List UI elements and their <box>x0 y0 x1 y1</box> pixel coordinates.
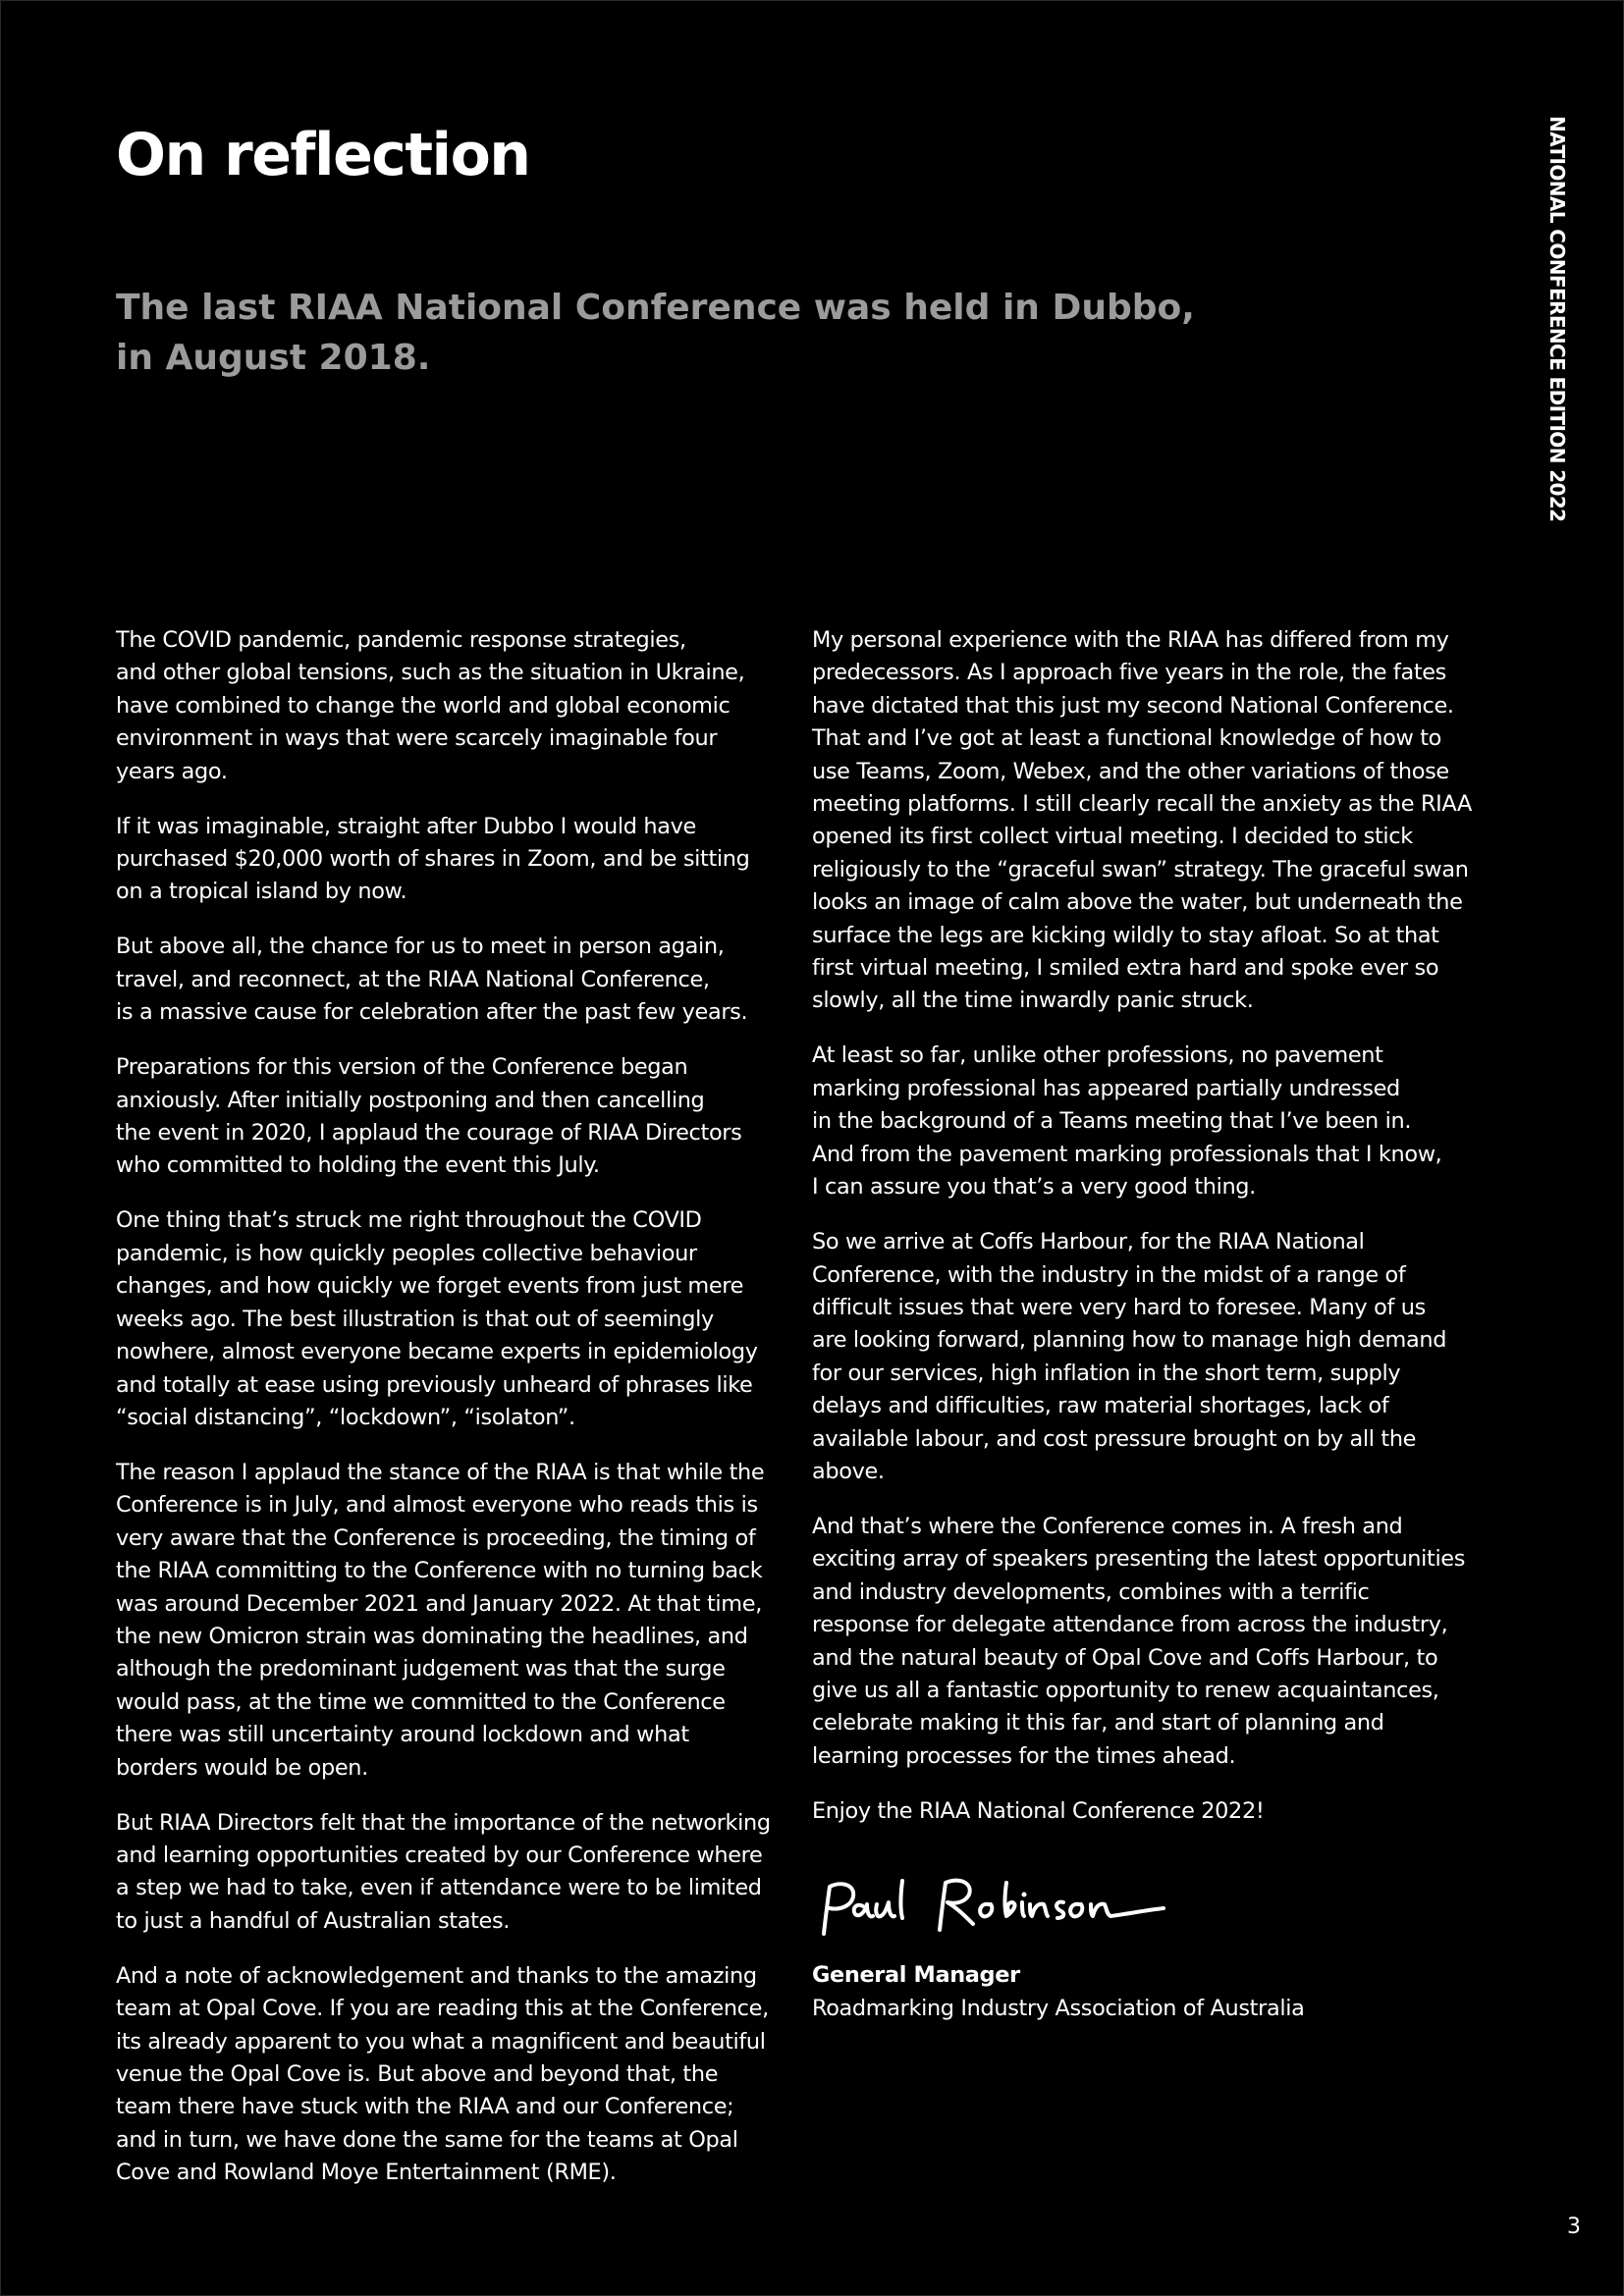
text-line: available labour, and cost pressure brought on by all the <box>812 1425 1417 1452</box>
text-line: But RIAA Directors felt that the importance of the networking <box>116 1809 771 1836</box>
text-line: for our services, high inflation in the short term, supply <box>812 1360 1401 1386</box>
text-line: delays and difficulties, raw material shortages, lack of <box>812 1393 1389 1419</box>
right-column <box>812 624 1480 2025</box>
text-line: Enjoy the RIAA National Conference 2022! <box>812 1797 1265 1824</box>
text-line: opened its first collect virtual meeting. I decided to stick <box>812 824 1413 850</box>
text-line: looks an image of calm above the water, but underneath the <box>812 889 1463 916</box>
text-line: was around December 2021 and January 2022. At that time, <box>116 1590 762 1617</box>
text-line: pandemic, is how quickly peoples collective behaviour <box>116 1240 697 1266</box>
text-line: At least so far, unlike other professions, no pavement <box>812 1042 1383 1069</box>
text-line: and other global tensions, such as the situation in Ukraine, <box>116 660 745 686</box>
text-line: travel, and reconnect, at the RIAA National Conference, <box>116 966 710 992</box>
text-line: difficult issues that were very hard to foresee. Many of us <box>812 1294 1426 1320</box>
text-line: borders would be open. <box>116 1754 368 1781</box>
right-paragraph <box>812 1226 1480 1488</box>
text-line: although the predominant judgement was that the surge <box>116 1656 726 1682</box>
right-paragraph <box>812 624 1480 1018</box>
text-line: above. <box>812 1458 885 1484</box>
text-line: exciting array of speakers presenting the latest opportunities <box>812 1546 1466 1573</box>
text-line: and in turn, we have done the same for the teams at Opal <box>116 2126 738 2153</box>
signatory-title: General Manager <box>812 1962 1020 1989</box>
left-paragraph <box>116 1204 784 1434</box>
text-line: and industry developments, combines with a terrific <box>812 1578 1370 1605</box>
lead-line: in August 2018. <box>116 338 431 378</box>
text-line: Preparations for this version of the Conference began <box>116 1054 688 1081</box>
text-line: and learning opportunities created by our Conference where <box>116 1842 763 1868</box>
left-paragraph <box>116 811 784 909</box>
text-line: The reason I applaud the stance of the RIAA is that while the <box>116 1459 765 1485</box>
text-line: And from the pavement marking professionals that I know, <box>812 1141 1442 1167</box>
left-paragraph <box>116 1807 784 1939</box>
lead-line: The last RIAA National Conference was held in Dubbo, <box>116 288 1195 328</box>
handwritten-signature <box>812 1873 1185 1946</box>
text-line: “social distancing”, “lockdown”, “isolaton”. <box>116 1404 575 1430</box>
right-paragraph <box>812 1511 1480 1773</box>
text-line: venue the Opal Cove is. But above and beyond that, the <box>116 2061 719 2087</box>
text-line: weeks ago. The best illustration is that out of seemingly <box>116 1306 714 1332</box>
text-line: first virtual meeting, I smiled extra hard and spoke ever so <box>812 955 1439 982</box>
text-line: surface the legs are kicking wildly to stay afloat. So at that <box>812 922 1439 948</box>
text-line: years ago. <box>116 758 228 784</box>
text-line: use Teams, Zoom, Webex, and the other variations of those <box>812 758 1449 784</box>
text-line: That and I’ve got at least a functional knowledge of how to <box>812 725 1441 752</box>
signature <box>812 1873 1185 1946</box>
text-line: and the natural beauty of Opal Cove and Coffs Harbour, to <box>812 1644 1438 1671</box>
text-line: The COVID pandemic, pandemic response strategies, <box>116 627 686 653</box>
edition-label-text: NATIONAL CONFERENCE EDITION 2022 <box>1545 116 1569 522</box>
text-line: And that’s where the Conference comes in. A fresh and <box>812 1513 1403 1539</box>
text-line: learning processes for the times ahead. <box>812 1742 1236 1769</box>
text-line: Cove and Rowland Moye Entertainment (RME). <box>116 2160 617 2186</box>
text-line: a step we had to take, even if attendance were to be limited <box>116 1875 762 1901</box>
text-line: And a note of acknowledgement and thanks to the amazing <box>116 1962 757 1989</box>
text-line: Conference is in July, and almost everyone who reads this is <box>116 1492 758 1519</box>
right-paragraph <box>812 1040 1480 1203</box>
text-line: give us all a fantastic opportunity to renew acquaintances, <box>812 1677 1439 1703</box>
page-title: On reflection <box>116 121 530 189</box>
text-line: the RIAA committing to the Conference with no turning back <box>116 1558 763 1584</box>
text-line: celebrate making it this far, and start of planning and <box>812 1710 1384 1736</box>
text-line: the event in 2020, I applaud the courage of RIAA Directors <box>116 1120 742 1147</box>
text-line: to just a handful of Australian states. <box>116 1907 511 1934</box>
text-line: have dictated that this just my second National Conference. <box>812 692 1454 719</box>
right-column-paragraphs <box>812 624 1480 1828</box>
text-line: would pass, at the time we committed to the Conference <box>116 1688 726 1715</box>
text-line: purchased $20,000 worth of shares in Zoom, and be sitting <box>116 846 750 873</box>
text-line: I can assure you that’s a very good thing. <box>812 1174 1256 1201</box>
text-line: anxiously. After initially postponing and then cancelling <box>116 1087 705 1113</box>
text-line: who committed to holding the event this July. <box>116 1152 600 1179</box>
left-paragraph <box>116 1960 784 2190</box>
page-number: 3 <box>1567 2215 1581 2239</box>
text-line: there was still uncertainty around lockdown and what <box>116 1722 689 1748</box>
text-line: is a massive cause for celebration after the past few years. <box>116 999 748 1026</box>
text-line: religiously to the “graceful swan” strategy. The graceful swan <box>812 856 1469 882</box>
text-line: meeting platforms. I still clearly recall the anxiety as the RIAA <box>812 791 1472 818</box>
text-line: But above all, the chance for us to meet in person again, <box>116 934 725 960</box>
text-line: the new Omicron strain was dominating the headlines, and <box>116 1623 748 1649</box>
text-line: very aware that the Conference is proceeding, the timing of <box>116 1524 756 1551</box>
text-line: One thing that’s struck me right throughout the COVID <box>116 1207 702 1234</box>
text-line: response for delegate attendance from across the industry, <box>812 1612 1448 1638</box>
text-line: My personal experience with the RIAA has differed from my <box>812 627 1449 653</box>
left-paragraph <box>116 624 784 788</box>
text-line: environment in ways that were scarcely imaginable four <box>116 725 718 752</box>
text-line: and totally at ease using previously unheard of phrases like <box>116 1371 753 1398</box>
text-line: team at Opal Cove. If you are reading this at the Conference, <box>116 1996 769 2022</box>
right-paragraph <box>812 1795 1480 1828</box>
text-line: in the background of a Teams meeting that I’ve been in. <box>812 1108 1412 1135</box>
text-line: have combined to change the world and global economic <box>116 692 731 719</box>
left-paragraph <box>116 1457 784 1785</box>
text-line: nowhere, almost everyone became experts in epidemiology <box>116 1339 758 1365</box>
left-column <box>116 624 784 2212</box>
text-line: marking professional has appeared partially undressed <box>812 1075 1400 1101</box>
text-line: are looking forward, planning how to manage high demand <box>812 1327 1447 1354</box>
text-line: slowly, all the time inwardly panic struck. <box>812 988 1254 1014</box>
text-line: predecessors. As I approach five years in the role, the fates <box>812 660 1446 686</box>
left-paragraph <box>116 1051 784 1183</box>
text-line: changes, and how quickly we forget events from just mere <box>116 1273 744 1300</box>
text-line: its already apparent to you what a magnificent and beautiful <box>116 2028 766 2055</box>
lead-intro <box>116 283 1196 383</box>
text-line: If it was imaginable, straight after Dubbo I would have <box>116 813 696 839</box>
left-paragraph <box>116 931 784 1029</box>
text-line: on a tropical island by now. <box>116 879 407 905</box>
text-line: So we arrive at Coffs Harbour, for the RIAA National <box>812 1229 1365 1255</box>
text-line: team there have stuck with the RIAA and our Conference; <box>116 2094 734 2120</box>
signatory-organisation: Roadmarking Industry Association of Australia <box>812 1995 1305 2021</box>
side-edition-label <box>1536 116 1579 522</box>
text-line: Conference, with the industry in the midst of a range of <box>812 1261 1406 1288</box>
